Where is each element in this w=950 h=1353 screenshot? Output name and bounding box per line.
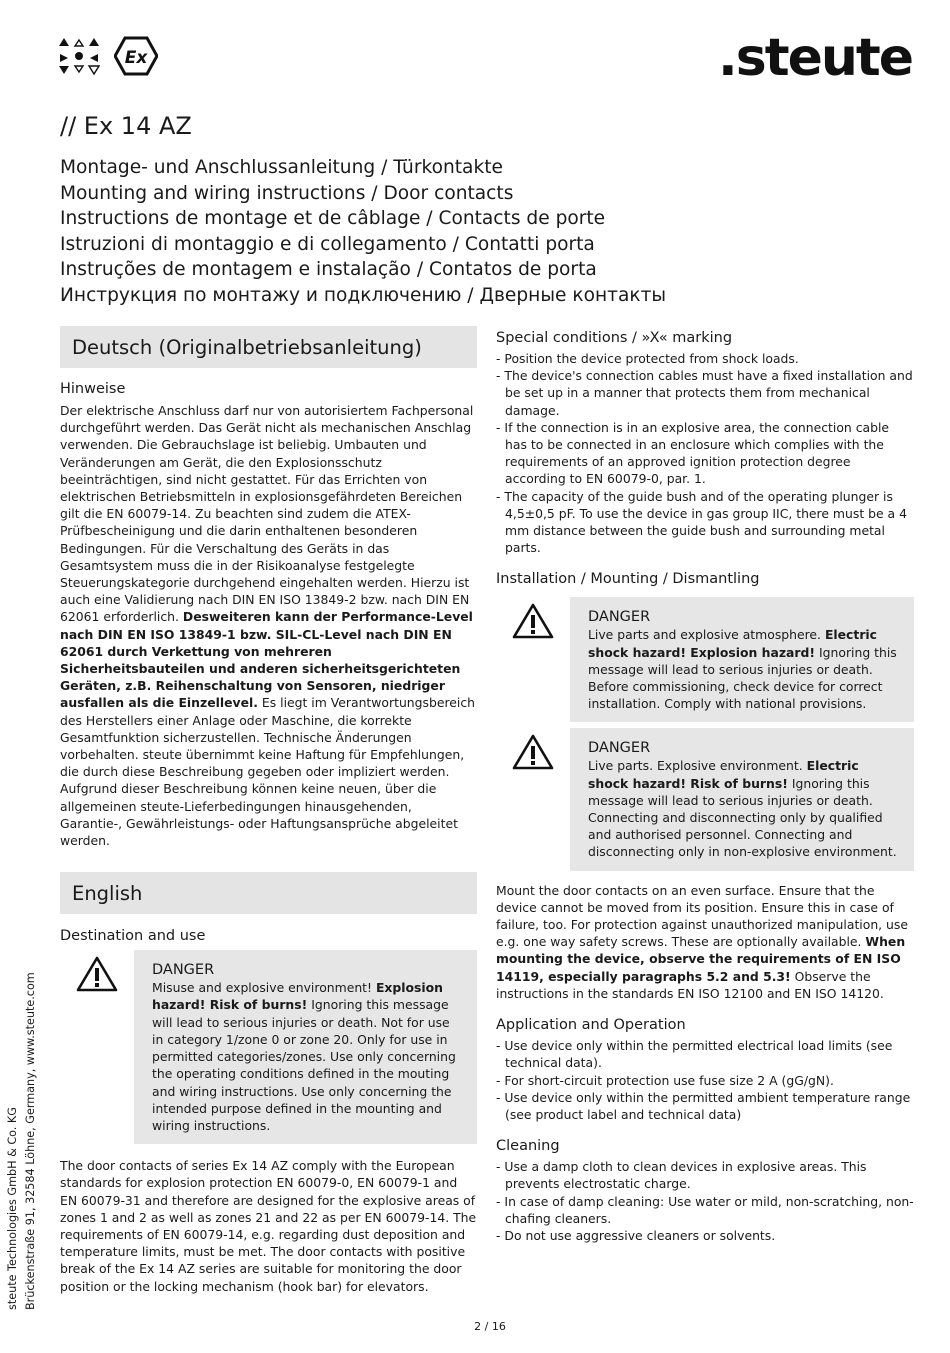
danger-notice-burns <box>496 728 914 870</box>
page-number: 2 / 16 <box>474 1320 506 1333</box>
danger-heading: DANGER <box>588 609 651 626</box>
subtitle-de: Montage- und Anschlussanleitung / Türkontakte <box>60 157 503 178</box>
paragraph-mounting: Mount the door contacts on an even surface. Ensure that the device cannot be moved from its position. Ensure this in case of failure, too. For protection against unauthorized manipulation, use e.g. one way safety screws. These are optionally available. When mounting the device, observe the requirements of EN ISO 14119, especially paragraphs 5.2 and 5.3! Observe the instructions in the standards EN ISO 12100 and EN ISO 14120. <box>496 882 908 1001</box>
list-item: - In case of damp cleaning: Use water or mild, non-scratching, non-chafing cleaners. <box>496 1193 914 1226</box>
danger-notice-misuse <box>60 950 477 1144</box>
list-item: - The device's connection cables must have a fixed installation and be set up in a manner that protects them from mechanical damage. <box>496 368 913 418</box>
hinweise-bold-text: Desweiteren kann der Performance-Level nach DIN EN ISO 13849-1 bzw. SIL-CL-Level nach DIN EN 62061 durch Verkettung von mehreren Sicherheitsbauteilen und anderen sicherheitsgerichteten Geräten, z.B. Reihenschaltung von Sensoren, niedriger ausfallen als die Einzellevel. <box>60 609 473 711</box>
list-item: - The capacity of the guide bush and of the operating plunger is 4,5±0,5 pF. To use the device in gas group IIC, there must be a 4 mm distance between the guide bush and surrounding metal parts. <box>496 488 907 556</box>
list-item: - Use a damp cloth to clean devices in explosive areas. This prevents electrostatic charge. <box>496 1159 867 1192</box>
warning-triangle-icon <box>76 956 118 992</box>
subtitle-pt: Instruções de montagem e instalação / Contatos de porta <box>60 259 597 281</box>
warning-triangle-icon <box>512 603 554 639</box>
cleaning-list <box>496 1158 914 1244</box>
paragraph-hinweise <box>60 402 477 849</box>
heading-cleaning: Cleaning <box>496 1138 560 1155</box>
company-address-line: Brückenstraße 91, 32584 Löhne, Germany, www.steute.com <box>23 972 37 1310</box>
list-item: - If the connection is in an explosive area, the connection cable has to be connected in an enclosure which complies with the requirements of an approved ignition protection degree according to EN 60079-0, par. 1. <box>496 419 890 487</box>
heading-installation: Installation / Mounting / Dismantling <box>496 571 760 588</box>
subtitle-ru: Инструкция по монтажу и подключению / Дверные контакты <box>60 284 667 306</box>
subtitle-fr: Instructions de montage et de câblage / Contacts de porte <box>60 208 606 230</box>
paragraph-door-contacts: The door contacts of series Ex 14 AZ comply with the European standards for explosion protection EN 60079-0, EN 60079-1 and EN 60079-31 and therefore are designed for the explosive areas of zones 1 and 2 as well as zones 21 and 22 as per EN 60079-14. The requirements of EN 60079-14, e.g. regarding dust deposition and temperature limits, must be met. The door contacts with positive break of the Ex 14 AZ series are suitable for monitoring the door position or the locking mechanism (hook bar) for elevators. <box>60 1158 477 1294</box>
list-item: - Position the device protected from shock loads. <box>496 351 799 366</box>
list-item: - For short-circuit protection use fuse size 2 A (gG/gN). <box>496 1072 834 1088</box>
application-list <box>496 1037 914 1123</box>
heading-destination: Destination and use <box>60 928 206 945</box>
left-column <box>60 326 477 1295</box>
atex-hazard-symbols-icon <box>58 36 100 76</box>
danger-heading: DANGER <box>152 962 215 979</box>
danger-text: Live parts and explosive atmosphere. Electric shock hazard! Explosion hazard! Ignoring this message will lead to serious injuries or death. Before commissioning, check device for correct installation. Comply with national provisions. <box>588 627 897 712</box>
special-conditions-list <box>496 350 914 556</box>
hinweise-text: Der elektrische Anschluss darf nur von autorisiertem Fachpersonal durchgeführt werden. Das Gerät nicht als mechanischen Anschlag verwenden. Die Gebrauchslage ist beliebig. Umbauten und Veränderungen am Gerät, die den Explosionsschutz beeinträchtigen, sind nicht gestattet. Für das Errichten von elektrischen Betriebsmitteln in explosionsgefährdeten Bereichen gilt die EN 60079-14. Zu beachten sind zudem die ATEX-Prüfbescheinigung und die darin enthaltenen besonderen Bedingungen. Für die Verschaltung des Geräts in das Gesamtsystem muss die in der Risikoanalyse festgelegte Steuerungskategorie durchgehend eingehalten werden. Hierzu ist auch eine Validierung nach DIN EN ISO 13849-2 bzw. nach DIN EN 62061 erforderlich. <box>60 403 474 625</box>
company-address <box>4 972 39 1310</box>
danger-notice-electric <box>496 597 914 722</box>
heading-special-conditions: Special conditions / »X« marking <box>496 330 733 346</box>
warning-triangle-icon <box>512 734 554 770</box>
subtitle-list <box>60 155 666 309</box>
brand-logo: .steute <box>718 28 912 88</box>
list-item: - Do not use aggressive cleaners or solvents. <box>496 1227 776 1243</box>
list-item: - Use device only within the permitted electrical load limits (see technical data). <box>496 1038 893 1071</box>
heading-hinweise: Hinweise <box>60 381 126 397</box>
danger-heading: DANGER <box>588 740 651 757</box>
hinweise-text-end: Es liegt im Verantwortungsbereich des Herstellers einer Anlage oder Maschine, die korrekte Gesamtfunktion sicherzustellen. Technische Änderungen vorbehalten. steute übernimmt keine Haftung für Empfehlungen, die durch diese Beschreibung gegeben oder impliziert werden. Aufgrund dieser Beschreibung können keine neuen, über die allgemeinen steute-Lieferbedingungen hinausgehenden, Garantie-, Gewährleistungs- oder Haftungsansprüche abgeleitet werden. <box>60 695 476 849</box>
document-title: // Ex 14 AZ <box>60 112 192 140</box>
company-name: steute Technologies GmbH & Co. KG <box>6 1107 19 1310</box>
header-icons <box>58 36 158 76</box>
danger-text: Live parts. Explosive environment. Electric shock hazard! Risk of burns! Ignoring this message will lead to serious injuries or death. Connecting and disconnecting only by qualified and authorised personnel. Connecting and disconnecting only in non-explosive environment. <box>588 758 897 860</box>
section-bar-deutsch: Deutsch (Originalbetriebsanleitung) <box>60 326 477 368</box>
svg-text:Ex: Ex <box>124 48 148 68</box>
subtitle-it: Istruzioni di montaggio e di collegamento / Contatti porta <box>60 233 595 255</box>
danger-text: Misuse and explosive environment! Explosion hazard! Risk of burns! Ignoring this message will lead to serious injuries or death. Not for use in category 1/zone 0 or zone 20. Only for use in permitted categories/zones. Use only concerning the operating conditions defined in the mouting and wiring instructions. Use only concerning the intended purpose defined in the mounting and wiring instructions. <box>152 980 456 1133</box>
section-bar-english: English <box>60 872 477 914</box>
ex-hexagon-icon <box>114 36 158 76</box>
subtitle-en: Mounting and wiring instructions / Door contacts <box>60 182 514 204</box>
heading-application: Application and Operation <box>496 1017 686 1034</box>
list-item: - Use device only within the permitted ambient temperature range (see product label and technical data) <box>496 1089 911 1122</box>
right-column <box>496 330 914 1244</box>
